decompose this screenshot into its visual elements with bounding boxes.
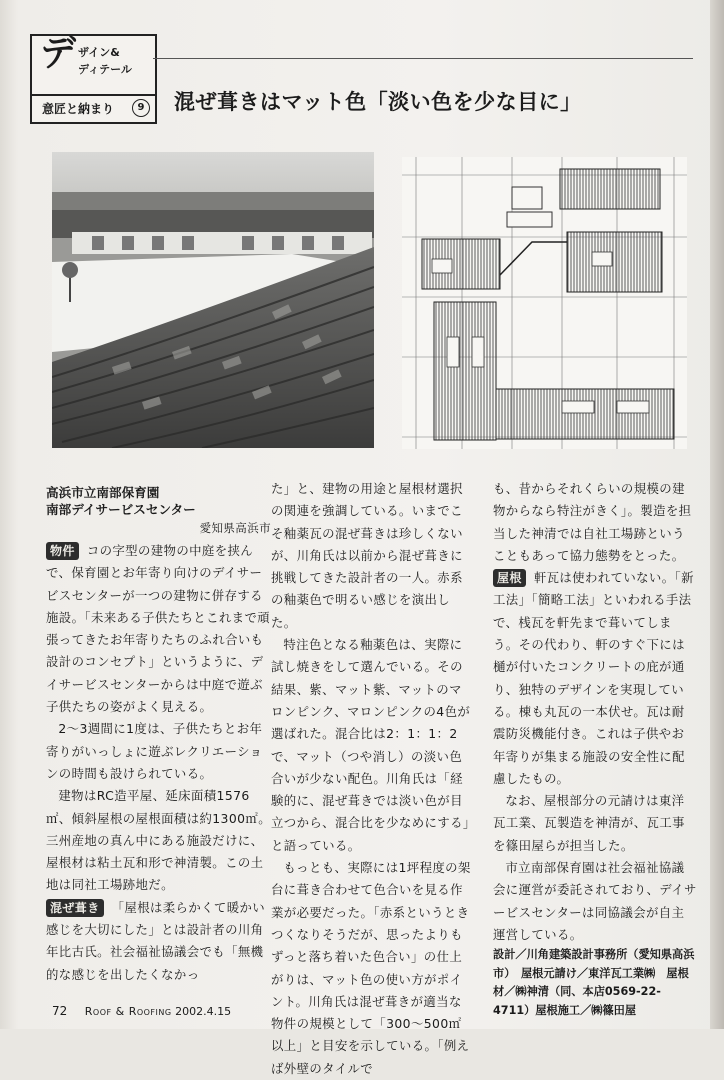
page-number: 72: [52, 1004, 68, 1018]
project-location: 愛知県高浜市: [199, 521, 271, 535]
page-footer: [52, 1004, 231, 1018]
project-name-1: 高浜市立南部保育園: [46, 485, 160, 500]
paragraph: もっとも、実際には1坪程度の架台に葺き合わせて色合いを見る作業が必要だった。「赤系というときつくなりそうだが、思ったよりもずっと落ち着いた色合い」の仕上がりは、マット色の使い方がポイント。川角氏は混ぜ葺きが適当な物件の規模として「300～500㎡以上」と目安を示している。「例えば外壁のタイルで: [271, 860, 471, 1076]
badge-number: 9: [132, 99, 150, 117]
badge-divider: [32, 94, 155, 96]
issue-date: 2002.4.15: [175, 1005, 232, 1018]
paragraph-text: 軒瓦は使われていない。「新工法」「簡略工法」といわれる手法で、桟瓦を軒先まで葺いてしまう。その代わり、軒のすぐ下には樋が付いたコンクリートの庇が通り、独特のデザインを実現している。棟も丸瓦の一本伏せ。瓦は耐震防災機能付き。これは子供やお年寄りが集まる施設の安全性に配慮したもの。: [493, 570, 694, 786]
paragraph: [46, 540, 271, 718]
article-title: 混ぜ葺きはマット色「淡い色を少な目に」: [174, 90, 582, 114]
paragraph: も、昔からそれくらいの規模の建物からなら特注がきく」。製造を担当した神清では自社工場跡ということもあって協力態勢をとった。: [493, 481, 692, 563]
section-tag: 屋根: [493, 569, 526, 587]
paragraph: 特注色となる釉薬色は、実際に試し焼きをして選んでいる。その結果、紫、マット紫、マットのマロンピンク、マロンピンクの4色が選ばれた。混合比は2：1：1：2で、マット（つや消し）の淡い色合いが少ない配色。川角氏は「経験的に、混ぜ葺きでは淡い色が目立つから、混合比を少なめにする」と語っている。: [271, 637, 471, 853]
badge-line2: ディテール: [78, 63, 132, 76]
header-rule: [153, 58, 693, 59]
paragraph: 2～3週間に1度は、子供たちとお年寄りがいっしょに遊ぶレクリエーションの時間も設けられている。: [46, 721, 263, 781]
roof-photo: [52, 152, 374, 448]
paragraph: [46, 897, 271, 986]
text-column-3: [493, 478, 697, 1020]
text-column-1: [46, 484, 271, 986]
paragraph: 建物はRC造平屋、延床面積1576㎡、傾斜屋根の屋根面積は約1300㎡。三州産地の真ん中にある施設だけに、屋根材は粘土瓦和形で神清製。この土地は同社工場跡地だ。: [46, 788, 271, 893]
text-column-2: [271, 478, 471, 1080]
roof-plan-drawing: [402, 157, 687, 449]
badge-subtitle: 意匠と納まり: [42, 102, 115, 116]
section-tag: 混ぜ葺き: [46, 899, 104, 917]
series-badge: [30, 34, 157, 124]
paragraph-text: 「屋根は柔らかくて暖かい感じを大切にした」とは設計者の川角年比古氏。社会福祉協議会でも「無機的な感じを出したくなかっ: [46, 899, 266, 982]
section-tag: 物件: [46, 542, 79, 560]
badge-initial: デ: [40, 33, 77, 74]
page-spine-shadow: [710, 0, 724, 1029]
paragraph: なお、屋根部分の元請けは東洋瓦工業、瓦製造を神清が、瓦工事を篠田屋らが担当した。: [493, 793, 685, 853]
magazine-name: Roof & Roofing: [84, 1005, 172, 1018]
paragraph: [493, 567, 697, 790]
project-credits: 設計／川角建築設計事務所（愛知県高浜市） 屋根元請け／東洋瓦工業㈱ 屋根材／㈱神清（同、本店0569-22-4711）屋根施工／㈱篠田屋: [493, 948, 695, 1017]
paragraph: 市立南部保育園は社会福祉協議会に運営が委託されており、デイサービスセンターは同協議会が自主運営している。: [493, 860, 697, 942]
paragraph: た」と、建物の用途と屋根材選択の関連を強調している。いまでこそ釉薬瓦の混ぜ葺きは珍しくないが、川角氏は以前から混ぜ葺きに挑戦してきた設計者の一人。赤系の釉薬色で明るい感じを演出した。: [271, 481, 463, 630]
project-name-2: 南部デイサービスセンター: [46, 502, 196, 517]
badge-line1: ザイン&: [78, 46, 120, 59]
paragraph-text: コの字型の建物の中庭を挟んで、保育園とお年寄り向けのデイサービスセンターが一つの建物に併存する施設。「未来ある子供たちとこれまで頑張ってきたお年寄りたちのふれ合いも設計のコンセプト」というように、デイサービスセンターからは中庭で遊ぶ子供たちの姿がよく見える。: [46, 543, 271, 715]
